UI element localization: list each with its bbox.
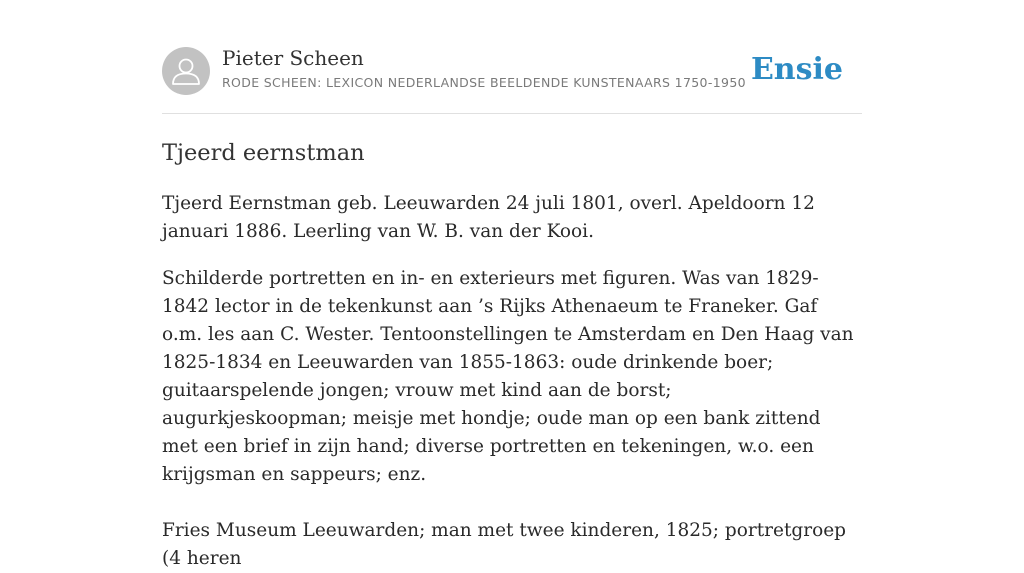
article-body: [162, 190, 862, 573]
article-header: [162, 46, 862, 96]
article-paragraph: Tjeerd Eernstman geb. Leeuwarden 24 juli 1801, overl. Apeldoorn 12 januari 1886. Leerling van W. B. van der Kooi.: [162, 193, 815, 242]
author-name[interactable]: Pieter Scheen: [222, 46, 364, 70]
source-publication[interactable]: RODE SCHEEN: LEXICON NEDERLANDSE BEELDENDE KUNSTENAARS 1750-1950: [222, 75, 746, 90]
ensie-logo[interactable]: Ensie: [750, 52, 843, 87]
user-silhouette-icon: [162, 47, 210, 95]
author-avatar[interactable]: [162, 47, 210, 95]
article-paragraph: Schilderde portretten en in- en exterieurs met figuren. Was van 1829-1842 lector in de tekenkunst aan ’s Rijks Athenaeum te Franeker. Gaf o.m. les aan C. Wester. Tentoonstellingen te Amsterdam en Den Haag van 1825-1834 en Leeuwarden van 1855-1863: oude drinkende boer; guitaarspelende jongen; vrouw met kind aan de borst; augurkjeskoopman; meisje met hondje; oude man op een bank zittend met een brief in zijn hand; diverse portretten en tekeningen, w.o. een krijgsman en sappeurs; enz.: [162, 268, 854, 485]
header-divider: [162, 113, 862, 114]
article-paragraph: Fries Museum Leeuwarden; man met twee kinderen, 1825; portretgroep (4 heren: [162, 520, 846, 569]
article-title: Tjeerd eernstman: [162, 140, 365, 166]
